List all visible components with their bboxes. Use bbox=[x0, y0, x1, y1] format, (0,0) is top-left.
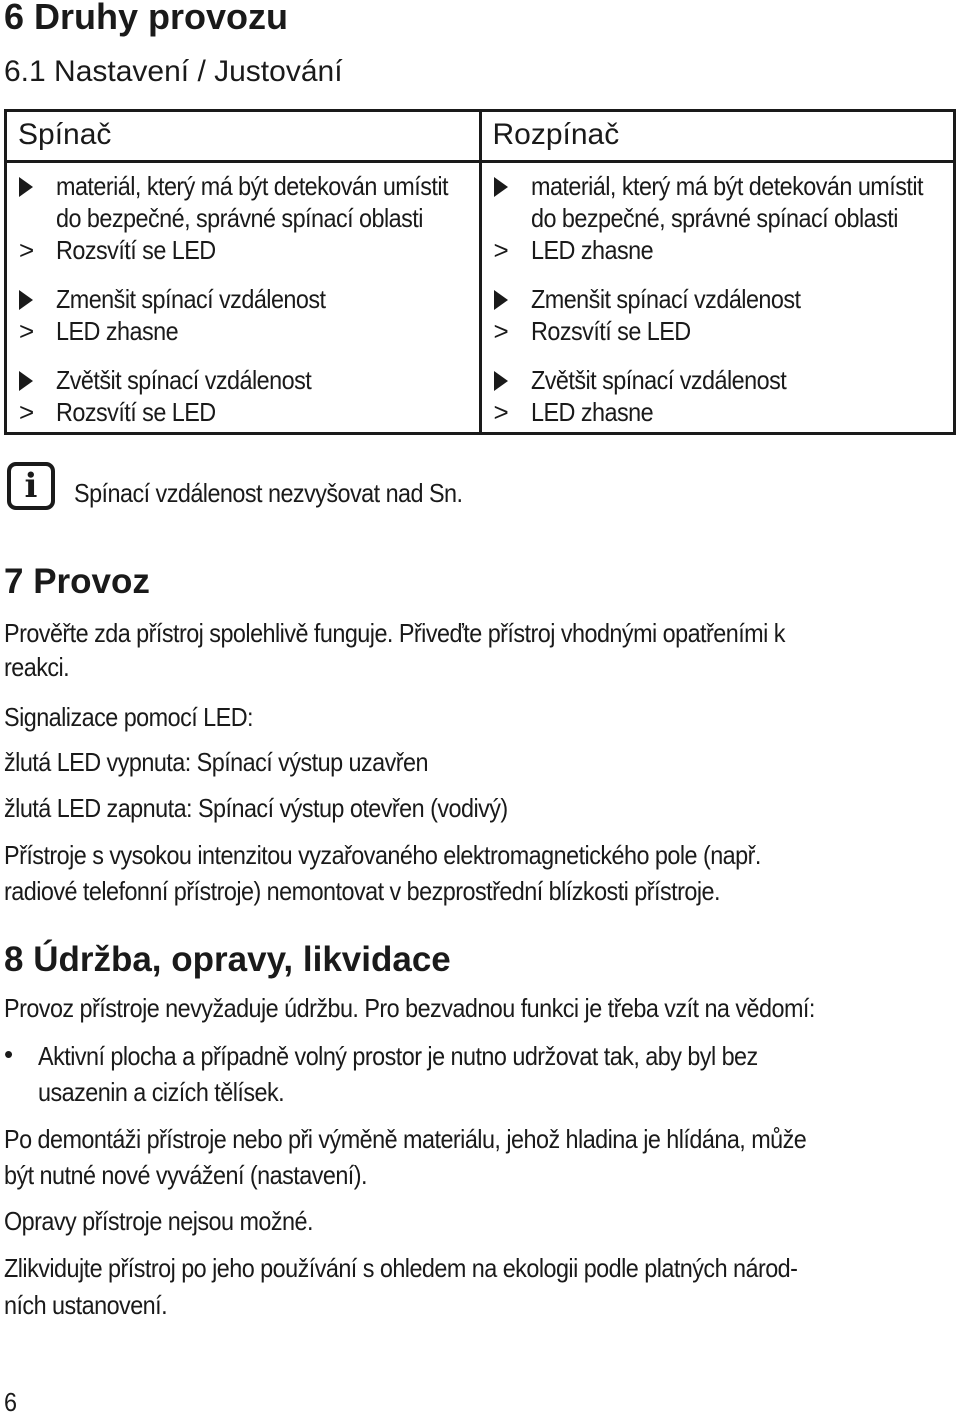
triangle-bullet-icon bbox=[19, 290, 33, 310]
instruction-text: Zvětšit spínací vzdálenost bbox=[56, 365, 312, 395]
result-text: Rozsvítí se LED bbox=[56, 235, 216, 265]
result-marker: > bbox=[19, 316, 35, 346]
paragraph: Zlikvidujte přístroj po jeho používání s ohledem na ekologii podle platných národ- bbox=[4, 1253, 798, 1283]
section-6-1-subtitle: 6.1 Nastavení / Justování bbox=[4, 55, 343, 88]
paragraph: Provoz přístroje nevyžaduje údržbu. Pro bezvadnou funkci je třeba vzít na vědomí: bbox=[4, 993, 815, 1023]
result-marker: > bbox=[493, 397, 509, 427]
paragraph: ních ustanovení. bbox=[4, 1290, 168, 1320]
triangle-bullet-icon bbox=[19, 371, 33, 391]
paragraph: Po demontáži přístroje nebo při výměně materiálu, jehož hladina je hlídána, může bbox=[4, 1124, 807, 1154]
paragraph: být nutné nové vyvážení (nastavení). bbox=[4, 1160, 367, 1190]
triangle-bullet-icon bbox=[19, 177, 33, 197]
instruction-text: Zmenšit spínací vzdálenost bbox=[56, 284, 326, 314]
instruction-text: do bezpečné, správné spínací oblasti bbox=[56, 203, 423, 233]
paragraph: radiové telefonní přístroje) nemontovat v bezprostřední blízkosti přístroje. bbox=[4, 876, 720, 906]
result-text: LED zhasne bbox=[530, 397, 653, 427]
paragraph: Přístroje s vysokou intenzitou vyzařovaného elektromagnetického pole (např. bbox=[4, 840, 761, 870]
triangle-bullet-icon bbox=[494, 290, 508, 310]
info-icon-glyph: i bbox=[24, 466, 38, 506]
triangle-bullet-icon bbox=[494, 371, 508, 391]
column-normally-open bbox=[7, 112, 479, 432]
result-marker: > bbox=[19, 397, 35, 427]
result-marker: > bbox=[493, 235, 509, 265]
column-header bbox=[7, 112, 479, 163]
instruction-text: Zvětšit spínací vzdálenost bbox=[530, 365, 786, 395]
paragraph: Prověřte zda přístroj spolehlivě funguje. Přiveďte přístroj vhodnými opatřeními k bbox=[4, 618, 785, 648]
settings-table bbox=[4, 109, 956, 435]
column-header-label: Spínač bbox=[18, 118, 112, 151]
column-header-label: Rozpínač bbox=[492, 118, 620, 151]
info-icon bbox=[7, 462, 55, 510]
column-header bbox=[482, 112, 954, 163]
column-normally-closed bbox=[479, 112, 954, 432]
bullet-icon: • bbox=[4, 1039, 14, 1069]
paragraph: Opravy přístroje nejsou možné. bbox=[4, 1206, 313, 1236]
paragraph: reakci. bbox=[4, 652, 70, 682]
info-note: Spínací vzdálenost nezvyšovat nad Sn. bbox=[74, 478, 463, 508]
instruction-text: do bezpečné, správné spínací oblasti bbox=[530, 203, 898, 233]
section-7-title: 7 Provoz bbox=[4, 562, 150, 601]
paragraph: žlutá LED vypnuta: Spínací výstup uzavřen bbox=[4, 747, 429, 777]
instruction-text: materiál, který má být detekován umístit bbox=[530, 171, 923, 201]
section-8-title: 8 Údržba, opravy, likvidace bbox=[4, 940, 451, 979]
triangle-bullet-icon bbox=[494, 177, 508, 197]
result-text: Rozsvítí se LED bbox=[56, 397, 216, 427]
instruction-text: materiál, který má být detekován umístit bbox=[56, 171, 448, 201]
section-6-title: 6 Druhy provozu bbox=[4, 0, 289, 37]
paragraph: žlutá LED zapnuta: Spínací výstup otevřen (vodivý) bbox=[4, 793, 508, 823]
instruction-text: Zmenšit spínací vzdálenost bbox=[530, 284, 800, 314]
paragraph: Signalizace pomocí LED: bbox=[4, 702, 254, 732]
result-marker: > bbox=[493, 316, 509, 346]
result-text: LED zhasne bbox=[530, 235, 653, 265]
result-text: Rozsvítí se LED bbox=[530, 316, 691, 346]
page-number: 6 bbox=[4, 1387, 17, 1417]
result-text: LED zhasne bbox=[56, 316, 179, 346]
result-marker: > bbox=[19, 235, 35, 265]
bullet-text: usazenin a cizích tělísek. bbox=[38, 1077, 285, 1107]
bullet-text: Aktivní plocha a případně volný prostor je nutno udržovat tak, aby byl bez bbox=[38, 1041, 758, 1071]
